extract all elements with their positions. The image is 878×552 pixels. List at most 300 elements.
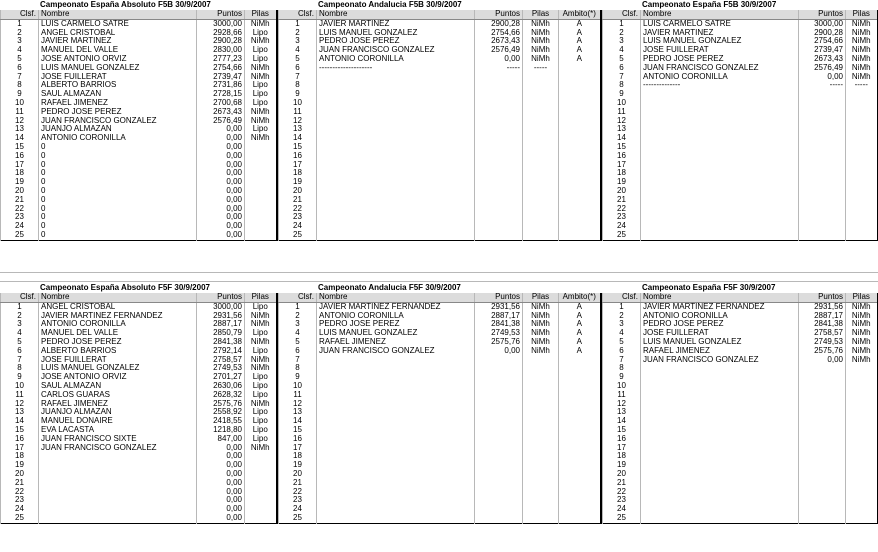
table-row xyxy=(603,496,878,505)
table-cell xyxy=(641,408,799,417)
table-cell: NiMh xyxy=(245,338,277,347)
table-cell xyxy=(523,470,559,479)
table-cell xyxy=(317,373,475,382)
table-cell: 9 xyxy=(279,90,317,99)
table-cell: Lipo xyxy=(245,55,277,64)
table-cell: A xyxy=(559,19,601,28)
table-cell: NiMh xyxy=(846,73,878,82)
table-cell xyxy=(641,364,799,373)
table-cell: Lipo xyxy=(245,125,277,134)
table-cell: 2887,17 xyxy=(197,320,245,329)
table-title: Campeonato España Absoluto F5B 30/9/2007 xyxy=(40,0,211,9)
table-cell: MANUEL DONAIRE xyxy=(39,417,197,426)
table-row xyxy=(603,505,878,514)
table-cell: 2887,17 xyxy=(475,312,523,321)
table-cell: 0,00 xyxy=(799,73,846,82)
table-cell xyxy=(641,99,799,108)
table-cell xyxy=(559,400,601,409)
table-cell xyxy=(475,187,523,196)
table-row xyxy=(279,161,601,170)
table-cell xyxy=(475,117,523,126)
table-cell: 10 xyxy=(603,382,641,391)
table-cell: NiMh xyxy=(523,19,559,28)
table-cell xyxy=(317,99,475,108)
table-cell xyxy=(245,161,277,170)
table-cell: 22 xyxy=(1,488,39,497)
table-row xyxy=(279,134,601,143)
table-cell: 13 xyxy=(279,125,317,134)
table-cell: 3000,00 xyxy=(799,19,846,28)
results-table xyxy=(0,293,278,524)
table-row xyxy=(603,205,878,214)
table-block-andalucia-f5b xyxy=(278,0,600,241)
table-row xyxy=(603,364,878,373)
table-cell: 5 xyxy=(1,55,39,64)
table-cell xyxy=(846,373,878,382)
table-cell: RAFAEL JIMENEZ xyxy=(641,347,799,356)
table-row xyxy=(279,426,601,435)
table-cell: LUIS CARMELO SATRE xyxy=(39,19,197,28)
table-cell xyxy=(39,496,197,505)
table-cell: 21 xyxy=(1,196,39,205)
table-cell xyxy=(799,505,846,514)
table-cell xyxy=(317,134,475,143)
table-cell: 24 xyxy=(279,222,317,231)
table-cell: PEDRO JOSE PEREZ xyxy=(317,320,475,329)
table-row xyxy=(1,178,277,187)
table-row xyxy=(603,338,878,347)
table-cell: 18 xyxy=(1,452,39,461)
table-row xyxy=(603,161,878,170)
table-block-absoluto-f5b xyxy=(0,0,276,241)
table-row xyxy=(279,488,601,497)
table-cell: 9 xyxy=(279,373,317,382)
table-cell: NiMh xyxy=(245,134,277,143)
table-cell xyxy=(799,231,846,240)
table-cell: ANTONIO CORONILLA xyxy=(641,73,799,82)
table-cell xyxy=(641,117,799,126)
column-header: Nombre xyxy=(317,293,475,302)
table-row xyxy=(279,205,601,214)
table-cell: 3000,00 xyxy=(197,19,245,28)
table-cell xyxy=(317,161,475,170)
table-row xyxy=(1,108,277,117)
table-cell: 2931,56 xyxy=(197,312,245,321)
table-cell xyxy=(475,514,523,523)
table-cell xyxy=(245,452,277,461)
table-cell: 0 xyxy=(39,231,197,240)
table-cell xyxy=(39,461,197,470)
table-cell xyxy=(846,452,878,461)
table-cell xyxy=(317,461,475,470)
table-cell: 8 xyxy=(279,81,317,90)
table-cell: 3 xyxy=(1,320,39,329)
table-row xyxy=(603,479,878,488)
table-cell xyxy=(799,479,846,488)
table-cell: A xyxy=(559,320,601,329)
table-cell: NiMh xyxy=(523,329,559,338)
table-row xyxy=(279,479,601,488)
table-cell: 4 xyxy=(603,329,641,338)
table-row xyxy=(279,143,601,152)
table-cell: 0,00 xyxy=(197,470,245,479)
table-cell: 0 xyxy=(39,196,197,205)
table-cell: 5 xyxy=(603,338,641,347)
table-cell xyxy=(523,417,559,426)
column-header: Nombre xyxy=(39,10,197,19)
column-header: Puntos xyxy=(197,10,245,19)
table-cell xyxy=(799,108,846,117)
table-cell xyxy=(799,117,846,126)
table-cell: 24 xyxy=(603,222,641,231)
table-cell: 10 xyxy=(603,99,641,108)
table-cell xyxy=(475,408,523,417)
column-header: Pilas xyxy=(523,293,559,302)
table-cell: ANTONIO CORONILLA xyxy=(39,320,197,329)
table-cell xyxy=(799,125,846,134)
table-cell: NiMh xyxy=(846,329,878,338)
table-cell: 0,00 xyxy=(197,196,245,205)
table-cell: 1 xyxy=(603,19,641,28)
table-cell xyxy=(317,426,475,435)
table-cell: 7 xyxy=(1,73,39,82)
table-row xyxy=(1,161,277,170)
table-row xyxy=(603,55,878,64)
table-cell xyxy=(799,99,846,108)
table-cell xyxy=(475,400,523,409)
table-cell xyxy=(475,125,523,134)
table-cell: JOSE ANTONIO ORVIZ xyxy=(39,55,197,64)
table-cell: 3 xyxy=(603,320,641,329)
table-row xyxy=(1,426,277,435)
table-cell: 0,00 xyxy=(197,222,245,231)
table-cell xyxy=(559,488,601,497)
table-cell: 2576,49 xyxy=(799,64,846,73)
table-cell xyxy=(846,187,878,196)
table-row xyxy=(603,408,878,417)
table-cell: ANGEL CRISTOBAL xyxy=(39,29,197,38)
table-cell xyxy=(559,514,601,523)
table-cell xyxy=(641,479,799,488)
table-cell: PEDRO JOSE PEREZ xyxy=(39,338,197,347)
table-cell xyxy=(245,231,277,240)
table-row xyxy=(279,99,601,108)
table-row xyxy=(1,488,277,497)
table-cell xyxy=(245,187,277,196)
table-cell: NiMh xyxy=(523,55,559,64)
table-cell: 14 xyxy=(1,417,39,426)
table-cell: 1218,80 xyxy=(197,426,245,435)
table-cell: 8 xyxy=(279,364,317,373)
table-cell: 23 xyxy=(603,213,641,222)
table-cell: JUAN FRANCISCO GONZALEZ xyxy=(39,117,197,126)
table-cell: 5 xyxy=(279,338,317,347)
table-cell: 2 xyxy=(279,29,317,38)
table-title: Campeonato España Absoluto F5F 30/9/2007 xyxy=(40,283,210,292)
table-cell: JUAN FRANCISCO GONZALEZ xyxy=(317,347,475,356)
table-cell: A xyxy=(559,312,601,321)
table-cell: 9 xyxy=(603,373,641,382)
table-cell: JUAN FRANCISCO GONZALEZ xyxy=(39,444,197,453)
table-cell xyxy=(846,408,878,417)
table-title: Campeonato Andalucia F5B 30/9/2007 xyxy=(318,0,462,9)
table-cell: 11 xyxy=(279,108,317,117)
table-cell: 14 xyxy=(279,134,317,143)
table-cell xyxy=(846,99,878,108)
table-cell xyxy=(475,222,523,231)
table-cell xyxy=(475,435,523,444)
table-cell: 0 xyxy=(39,161,197,170)
table-row xyxy=(1,373,277,382)
table-header-row xyxy=(603,10,878,19)
table-cell xyxy=(317,125,475,134)
table-cell xyxy=(846,108,878,117)
table-row xyxy=(603,470,878,479)
table-cell: 2558,92 xyxy=(197,408,245,417)
table-row xyxy=(1,479,277,488)
table-cell xyxy=(523,178,559,187)
table-cell: 2575,76 xyxy=(799,347,846,356)
table-cell xyxy=(245,213,277,222)
column-header: Clsf. xyxy=(1,10,39,19)
table-row xyxy=(279,444,601,453)
table-cell xyxy=(641,205,799,214)
table-cell: 15 xyxy=(1,426,39,435)
table-cell xyxy=(846,444,878,453)
table-row xyxy=(1,196,277,205)
table-row xyxy=(603,320,878,329)
table-cell: 1 xyxy=(1,19,39,28)
table-row xyxy=(603,37,878,46)
table-cell xyxy=(559,73,601,82)
table-cell: 13 xyxy=(1,408,39,417)
table-cell xyxy=(559,187,601,196)
table-cell xyxy=(245,205,277,214)
table-cell: 2830,00 xyxy=(197,46,245,55)
table-cell xyxy=(559,64,601,73)
table-cell xyxy=(475,452,523,461)
table-cell xyxy=(799,134,846,143)
table-cell xyxy=(245,143,277,152)
table-cell: 18 xyxy=(603,452,641,461)
table-cell: 20 xyxy=(603,187,641,196)
table-cell xyxy=(317,408,475,417)
table-cell: JAVIER MARTINEZ FERNANDEZ xyxy=(317,302,475,311)
results-table xyxy=(278,293,602,524)
column-header: Clsf. xyxy=(1,293,39,302)
table-row xyxy=(1,55,277,64)
table-cell: 6 xyxy=(603,64,641,73)
table-row xyxy=(279,46,601,55)
table-row xyxy=(603,117,878,126)
table-cell xyxy=(475,143,523,152)
table-cell: PEDRO JOSE PEREZ xyxy=(317,37,475,46)
table-row xyxy=(603,178,878,187)
table-row xyxy=(603,329,878,338)
table-cell: SAUL ALMAZAN xyxy=(39,90,197,99)
table-row xyxy=(279,470,601,479)
table-cell: NiMh xyxy=(245,364,277,373)
table-cell: 23 xyxy=(279,496,317,505)
table-cell xyxy=(475,364,523,373)
table-cell: 0,00 xyxy=(197,134,245,143)
table-cell: 10 xyxy=(1,382,39,391)
table-cell: 10 xyxy=(279,382,317,391)
table-cell xyxy=(523,488,559,497)
table-cell: JAVIER MARTINEZ FERNANDEZ xyxy=(641,302,799,311)
table-cell: A xyxy=(559,46,601,55)
table-cell: 12 xyxy=(279,400,317,409)
table-cell xyxy=(559,452,601,461)
table-cell: JUAN FRANCISCO SIXTE xyxy=(39,435,197,444)
table-cell: 7 xyxy=(603,73,641,82)
table-cell: 19 xyxy=(603,461,641,470)
table-cell xyxy=(799,452,846,461)
table-cell xyxy=(846,205,878,214)
column-header: Clsf. xyxy=(279,293,317,302)
table-cell xyxy=(799,470,846,479)
column-header: Nombre xyxy=(317,10,475,19)
table-cell: NiMh xyxy=(846,302,878,311)
table-cell xyxy=(559,152,601,161)
table-row xyxy=(279,496,601,505)
table-cell: ----- xyxy=(846,81,878,90)
table-cell: Lipo xyxy=(245,29,277,38)
table-cell: 0 xyxy=(39,213,197,222)
table-cell xyxy=(523,444,559,453)
table-row xyxy=(1,117,277,126)
table-cell: ANGEL CRISTOBAL xyxy=(39,302,197,311)
table-cell: 4 xyxy=(603,46,641,55)
table-cell: 2754,66 xyxy=(799,37,846,46)
table-cell: 11 xyxy=(279,391,317,400)
table-cell xyxy=(523,382,559,391)
table-row xyxy=(1,312,277,321)
table-cell xyxy=(559,382,601,391)
table-cell: Lipo xyxy=(245,99,277,108)
table-cell xyxy=(641,373,799,382)
table-cell xyxy=(475,205,523,214)
table-cell xyxy=(475,382,523,391)
table-cell xyxy=(846,178,878,187)
table-row xyxy=(603,222,878,231)
table-row xyxy=(1,435,277,444)
table-row xyxy=(1,382,277,391)
table-cell xyxy=(559,461,601,470)
table-cell: 2792,14 xyxy=(197,347,245,356)
table-cell xyxy=(317,117,475,126)
table-row xyxy=(1,29,277,38)
table-cell: 0,00 xyxy=(475,55,523,64)
table-cell xyxy=(317,152,475,161)
table-cell: JOSE ANTONIO ORVIZ xyxy=(39,373,197,382)
table-cell xyxy=(39,488,197,497)
table-cell: 2931,56 xyxy=(475,302,523,311)
table-cell xyxy=(641,196,799,205)
table-cell: 8 xyxy=(603,364,641,373)
table-row xyxy=(603,19,878,28)
table-cell xyxy=(559,426,601,435)
table-cell xyxy=(475,134,523,143)
table-row xyxy=(1,496,277,505)
row-separator xyxy=(0,272,878,273)
table-cell xyxy=(846,196,878,205)
column-header: Pilas xyxy=(245,10,277,19)
table-row xyxy=(1,37,277,46)
column-header: Pilas xyxy=(523,10,559,19)
table-cell: LUIS MANUEL GONZALEZ xyxy=(39,364,197,373)
table-cell xyxy=(641,461,799,470)
table-cell: 23 xyxy=(1,496,39,505)
table-cell: 20 xyxy=(603,470,641,479)
table-cell: 18 xyxy=(603,169,641,178)
table-cell: 0 xyxy=(39,222,197,231)
table-cell: ----- xyxy=(523,64,559,73)
table-cell xyxy=(245,479,277,488)
table-cell xyxy=(523,117,559,126)
table-row xyxy=(603,382,878,391)
table-cell xyxy=(799,364,846,373)
table-row xyxy=(279,461,601,470)
table-cell: 4 xyxy=(279,329,317,338)
table-cell xyxy=(641,90,799,99)
table-cell xyxy=(799,213,846,222)
table-cell: A xyxy=(559,338,601,347)
table-cell: A xyxy=(559,29,601,38)
table-title: Campeonato España F5F 30/9/2007 xyxy=(642,283,776,292)
table-cell: 10 xyxy=(279,99,317,108)
table-cell: 14 xyxy=(603,134,641,143)
table-row xyxy=(603,231,878,240)
table-cell xyxy=(523,108,559,117)
table-cell xyxy=(641,213,799,222)
table-cell: 2931,56 xyxy=(799,302,846,311)
table-cell xyxy=(523,143,559,152)
table-row xyxy=(1,222,277,231)
table-cell: 19 xyxy=(1,178,39,187)
table-cell xyxy=(799,408,846,417)
table-cell xyxy=(846,505,878,514)
table-cell: 2777,23 xyxy=(197,55,245,64)
table-row xyxy=(603,29,878,38)
table-cell xyxy=(245,514,277,523)
table-cell xyxy=(317,488,475,497)
results-table xyxy=(602,10,878,241)
table-row xyxy=(603,391,878,400)
table-cell: NiMh xyxy=(245,108,277,117)
table-cell: 8 xyxy=(1,364,39,373)
table-row xyxy=(1,329,277,338)
table-cell: NiMh xyxy=(523,302,559,311)
table-cell: ALBERTO BARRIOS xyxy=(39,347,197,356)
table-cell: 11 xyxy=(603,108,641,117)
table-cell xyxy=(475,444,523,453)
table-cell: 25 xyxy=(1,514,39,523)
table-cell: 15 xyxy=(1,143,39,152)
table-cell xyxy=(523,73,559,82)
table-cell: 9 xyxy=(1,90,39,99)
table-cell: 2758,57 xyxy=(799,329,846,338)
table-cell: NiMh xyxy=(245,37,277,46)
table-cell xyxy=(523,452,559,461)
table-cell xyxy=(799,461,846,470)
table-row xyxy=(279,452,601,461)
table-cell: 7 xyxy=(1,356,39,365)
table-cell xyxy=(846,161,878,170)
table-cell xyxy=(317,444,475,453)
table-cell: 12 xyxy=(603,400,641,409)
table-cell: 2 xyxy=(603,29,641,38)
